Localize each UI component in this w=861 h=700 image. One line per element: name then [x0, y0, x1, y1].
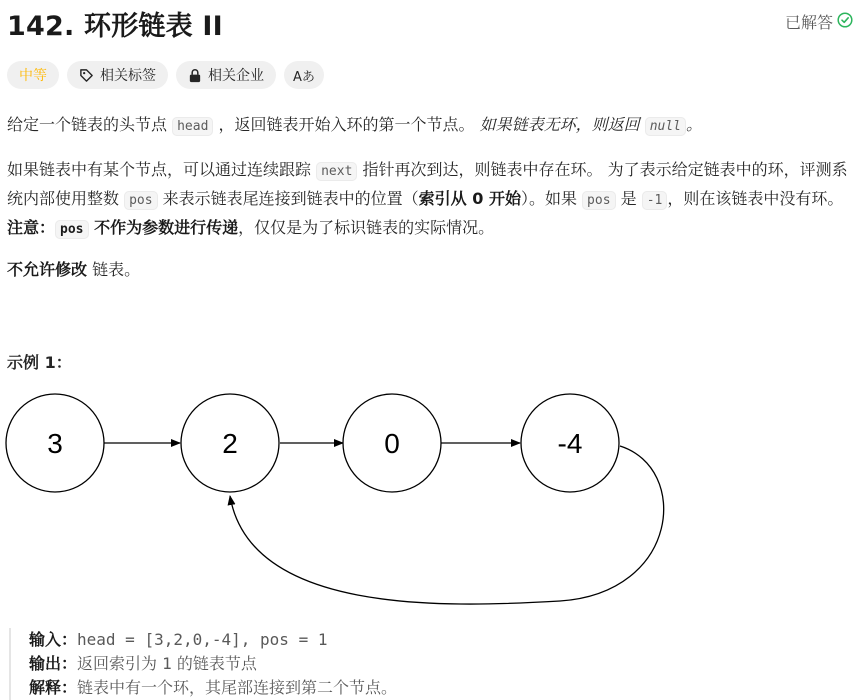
input-label: 输入：	[29, 630, 78, 649]
text: 给定一个链表的头节点	[7, 115, 173, 134]
node-value: 2	[222, 428, 238, 459]
description-paragraph-2	[7, 156, 853, 243]
explain-line	[29, 676, 729, 700]
text: ）。如果	[520, 189, 583, 208]
code-pos: pos	[124, 191, 157, 210]
node-value: 0	[384, 428, 400, 459]
lock-icon	[188, 68, 202, 83]
text: 指针再次到达，则链表中存在环。 为了表示给定链表中的环，评测系统内部使用整数	[7, 160, 848, 208]
code-head: head	[172, 117, 213, 136]
text: 。	[686, 115, 703, 134]
related-companies-label: 相关企业	[208, 68, 264, 84]
explain-value: 链表中有一个环，其尾部连接到第二个节点。	[77, 678, 398, 697]
emphasis: 如果链表无环，则返回	[479, 115, 645, 134]
text: 是	[615, 189, 642, 208]
example-title: 示例 1：	[7, 353, 72, 372]
related-tags-button[interactable]	[67, 61, 168, 89]
text: ，仅仅是为了标识链表的实际情况。	[238, 218, 495, 237]
text: 链表。	[87, 260, 141, 279]
linked-list-diagram	[0, 388, 861, 628]
related-companies-button[interactable]	[176, 61, 276, 89]
input-value: head = [3,2,0,-4], pos = 1	[77, 630, 328, 649]
translate-icon: Aあ	[293, 69, 315, 85]
bold-text: 不作为参数进行传递	[88, 218, 239, 237]
translate-button[interactable]	[284, 61, 324, 89]
code-pos: pos	[582, 191, 615, 210]
output-code: 1	[162, 654, 172, 673]
solved-label: 已解答	[784, 13, 833, 32]
code-next: next	[316, 162, 357, 181]
example-block	[9, 628, 729, 700]
code-minus-one: -1	[642, 191, 668, 210]
text: ，返回链表开始入环的第一个节点。	[213, 115, 480, 134]
related-tags-label: 相关标签	[100, 68, 156, 84]
input-line	[29, 628, 729, 652]
problem-title: 142. 环形链表 II	[7, 11, 223, 42]
output-suffix: 的链表节点	[171, 654, 257, 673]
code-pos: pos	[55, 220, 88, 239]
output-label: 输出：	[29, 654, 78, 673]
node-value: 3	[47, 428, 63, 459]
code-null: null	[645, 117, 686, 136]
output-prefix: 返回索引为	[77, 654, 163, 673]
output-line	[29, 652, 729, 676]
solved-status[interactable]	[785, 10, 853, 33]
tag-icon	[79, 68, 94, 83]
check-circle-icon	[837, 12, 853, 32]
note-label: 注意：	[7, 218, 56, 237]
bold-text: 不允许修改	[7, 260, 88, 279]
tag-bar	[7, 61, 324, 89]
text: ，则在该链表中没有环。	[667, 189, 844, 208]
description-paragraph-3	[7, 256, 853, 283]
node-value: -4	[557, 428, 583, 459]
explain-label: 解释：	[29, 678, 78, 697]
text: 来表示链表尾连接到链表中的位置（	[157, 189, 419, 208]
description-paragraph-1	[7, 111, 853, 140]
bold-text: 索引从 0 开始	[418, 189, 521, 208]
text: 如果链表中有某个节点，可以通过连续跟踪	[7, 160, 317, 179]
difficulty-badge[interactable]: 中等	[7, 61, 59, 89]
